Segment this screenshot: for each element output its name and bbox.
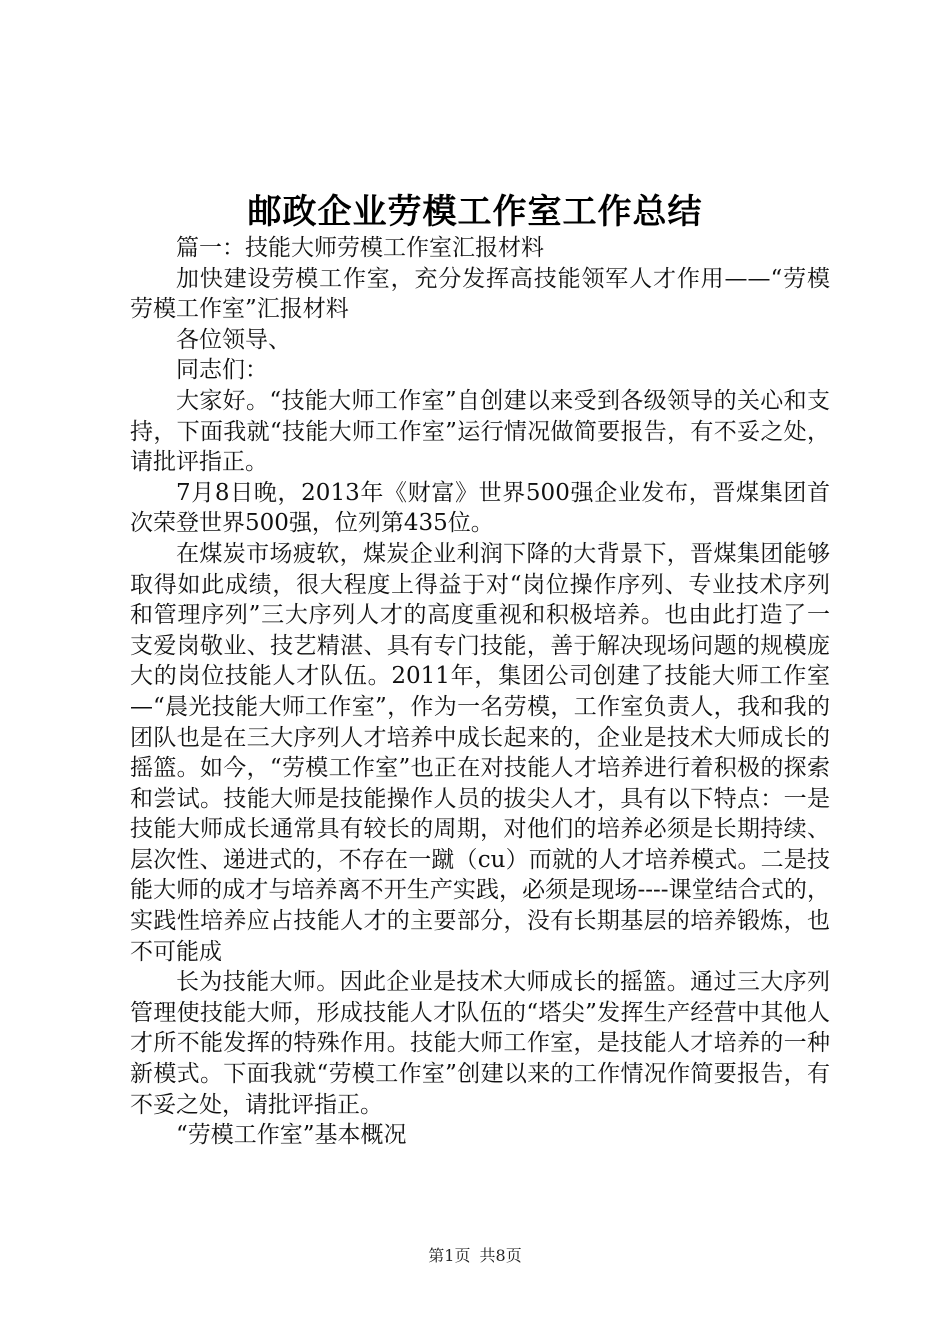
paragraph-overview-heading: “劳模工作室”基本概况 (176, 1122, 407, 1149)
paragraph-report-title: 加快建设劳模工作室，充分发挥高技能领军人才作用——“劳模劳模工作室”汇报材料 (130, 265, 830, 323)
paragraph-greeting: 大家好。“技能大师工作室”自创建以来受到各级领导的关心和支持，下面我就“技能大师工作室”运行情况做简要报告，有不妥之处，请批评指正。 (130, 387, 830, 476)
paragraph-salutation-comrades: 同志们： (176, 357, 268, 384)
page-total: 共8页 (479, 1246, 522, 1265)
paragraph-salutation-leaders: 各位领导、 (176, 326, 291, 353)
page-footer (0, 1243, 950, 1266)
document-title: 邮政企业劳模工作室工作总结 (247, 192, 703, 232)
document-body (130, 233, 830, 1151)
paragraph-background: 在煤炭市场疲软，煤炭企业利润下降的大背景下，晋煤集团能够取得如此成绩，很大程度上得益于对“岗位操作序列、专业技术序列和管理序列”三大序列人才的高度重视和积极培养。也由此打造了一支爱岗敬业、技艺精湛、具有专门技能，善于解决现场问题的规模庞大的岗位技能人才队伍。2011年，集团公司创建了技能大师工作室—“晨光技能大师工作室”，作为一名劳模，工作室负责人，我和我的团队也是在三大序列人才培养中成长起来的，企业是技术大师成长的摇篮。如今，“劳模工作室”也正在对技能人才培养进行着积极的探索和尝试。技能大师是技能操作人员的拔尖人才，具有以下特点：一是技能大师成长通常具有较长的周期，对他们的培养必须是长期持续、层次性、递进式的，不存在一蹴（cu）而就的人才培养模式。二是技能大师的成才与培养离不开生产实践，必须是现场----课堂结合式的，实践性培养应占技能人才的主要部分，没有长期基层的培养锻炼，也不可能成 (130, 540, 830, 965)
paragraph-new-model: 长为技能大师。因此企业是技术大师成长的摇篮。通过三大序列管理使技能大师，形成技能人才队伍的“塔尖”发挥生产经营中其他人才所不能发挥的特殊作用。技能大师工作室，是技能人才培养的一种新模式。下面我就“劳模工作室”创建以来的工作情况作简要报告，有不妥之处，请批评指正。 (130, 969, 830, 1118)
paragraph-section-heading: 篇一：技能大师劳模工作室汇报材料 (176, 235, 544, 261)
page-number: 第1页 (428, 1246, 471, 1265)
paragraph-fortune-500: 7月8日晚，2013年《财富》世界500强企业发布，晋煤集团首次荣登世界500强，位列第435位。 (130, 479, 830, 537)
